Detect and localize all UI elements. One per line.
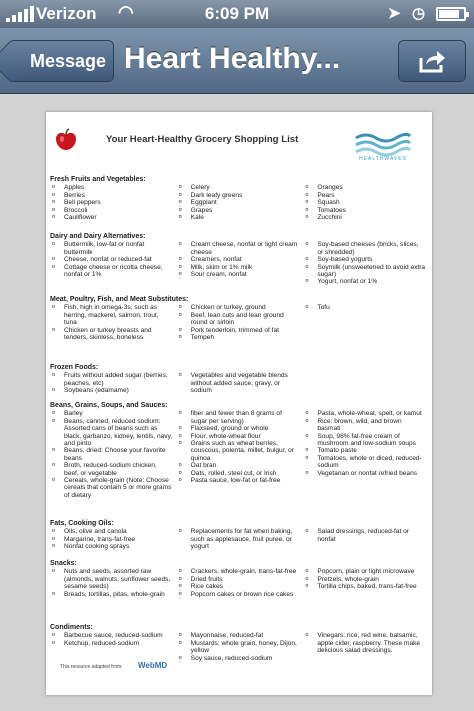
- list-item: o Pears: [303, 192, 426, 199]
- list-item: o Milk, skim or 1% milk: [177, 264, 300, 271]
- list-item: o Flour, whole-wheat flour: [177, 433, 300, 440]
- list-item: o Vegetables and vegetable blends without added sauce, gravy, or sodium: [177, 372, 300, 394]
- list-item: o Cream cheese, nonfat or light cream cheese: [177, 241, 300, 256]
- list-item: o Kale: [177, 214, 300, 221]
- alarm-clock-icon: ◷: [412, 5, 426, 22]
- list-item: o Tortilla chips, baked, trans-fat-free: [303, 583, 426, 590]
- grocery-section: [50, 560, 430, 598]
- location-arrow-icon: ➤: [388, 5, 401, 22]
- list-item: o Nonfat cooking sprays: [50, 543, 173, 550]
- list-item: o Flaxseed, ground or whole: [177, 425, 300, 432]
- status-time: 6:09 PM: [204, 4, 270, 23]
- list-item: o Soup, 98% fat-free cream of mushroom and low-sodium soups: [303, 433, 426, 448]
- list-item: o Dried fruits: [177, 576, 300, 583]
- list-item: o fiber and fewer than 8 grams of sugar per serving): [177, 410, 300, 425]
- list-item: o Cheese, nonfat or reduced-fat: [50, 256, 173, 263]
- list-item: o Berries: [50, 192, 173, 199]
- list-item: o Nuts and seeds, assorted raw (almonds, walnuts, sunflower seeds, sesame seeds): [50, 568, 173, 590]
- list-item: o Popcorn cakes or brown rice cakes: [177, 591, 300, 598]
- list-item: o Pretzels, whole-grain: [303, 576, 426, 583]
- back-button-label: Message: [29, 50, 107, 71]
- list-item: o Fruits without added sugar (berries, peaches, etc): [50, 372, 173, 387]
- grocery-section: [50, 176, 430, 221]
- list-item: o Vegetarian or nonfat refried beans: [303, 470, 426, 477]
- list-item: o Bell peppers: [50, 199, 173, 206]
- wifi-icon: ◠: [118, 2, 134, 22]
- grocery-section: [50, 520, 430, 551]
- list-item: o Tofu: [303, 304, 426, 311]
- section-heading: Dairy and Dairy Alternatives:: [50, 233, 146, 240]
- list-item: o Chicken or turkey breasts and tenders, skinless, boneless: [50, 327, 173, 342]
- webmd-logo: WebMD: [138, 661, 168, 670]
- list-item: o Eggplant: [177, 199, 300, 206]
- footnote: This resource adapted from:: [60, 664, 123, 670]
- list-item: o Chicken or turkey, ground: [177, 304, 300, 311]
- heart-apple-icon: [54, 128, 78, 152]
- list-item: o Salad dressings, reduced-fat or nonfat: [303, 528, 426, 543]
- list-item: o Rice cakes: [177, 583, 300, 590]
- list-item: o Tomatoes, whole or diced, reduced-sodium: [303, 455, 426, 470]
- list-item: o Apples: [50, 184, 173, 191]
- carrier-name: Verizon: [36, 4, 97, 23]
- list-item: o Tomato paste: [303, 447, 426, 454]
- section-heading: Beans, Grains, Soups, and Sauces:: [50, 402, 168, 409]
- grocery-section: [50, 402, 430, 499]
- list-item: o Cauliflower: [50, 214, 173, 221]
- list-item: o Squash: [303, 199, 426, 206]
- list-item: o Grains such as wheat berries, couscous, polenta, millet, bulgur, or quinoa: [177, 440, 300, 462]
- section-heading: Fresh Fruits and Vegetables:: [50, 176, 146, 183]
- grocery-section: [50, 296, 430, 341]
- list-item: o Barbecue sauce, reduced-sodium: [50, 632, 173, 639]
- list-item: o Soybeans (edamame): [50, 387, 173, 394]
- list-item: o Barley: [50, 410, 173, 417]
- list-item: o Zucchini: [303, 214, 426, 221]
- list-item: o Dark leafy greens: [177, 192, 300, 199]
- grocery-section: [50, 233, 430, 286]
- back-message-button[interactable]: [8, 40, 114, 82]
- list-item: o Sour cream, nonfat: [177, 271, 300, 278]
- grocery-section: [50, 364, 430, 395]
- list-item: o Crackers, whole-grain, trans-fat-free: [177, 568, 300, 575]
- list-item: o Oats, rolled, steel cut, or Irish: [177, 470, 300, 477]
- list-item: o Oranges: [303, 184, 426, 191]
- list-item: o Pasta sauce, low-fat or fat-free: [177, 477, 300, 484]
- list-item: o Rice: brown, wild, and brown basmati: [303, 418, 426, 433]
- list-item: o Mustards: whole grain, honey, Dijon, yellow: [177, 640, 300, 655]
- share-icon: [417, 48, 447, 74]
- list-item: o Popcorn, plain or light microwave: [303, 568, 426, 575]
- page-title: Heart Healthy...: [124, 42, 341, 75]
- list-item: o Yogurt, nonfat or 1%: [303, 278, 426, 285]
- list-item: o Beans, canned, reduced sodium: Assorted cans of beans such as black, garbanzo, kidney, lentils, navy, and pinto: [50, 418, 173, 448]
- list-item: o Beans, dried: Choose your favorite beans: [50, 447, 173, 462]
- list-item: o Soymilk (unsweetened to avoid extra sugar): [303, 264, 426, 279]
- list-item: o Oat bran: [177, 462, 300, 469]
- list-item: o Cereals, whole-grain (Note: Choose cereals that contain 5 or more grams of dietary: [50, 477, 173, 499]
- healthwaves-logo-text: HEALTHWAVES: [359, 156, 407, 162]
- grocery-section: [50, 624, 430, 662]
- section-heading: Fats, Cooking Oils:: [50, 520, 114, 527]
- list-item: o Oils, olive and canola: [50, 528, 173, 535]
- list-item: o Broth, reduced-sodium chicken, beef, or vegetable: [50, 462, 173, 477]
- list-item: o Tomatoes: [303, 207, 426, 214]
- list-item: o Creamers, nonfat: [177, 256, 300, 263]
- document-viewer[interactable]: [0, 94, 474, 711]
- list-item: o Pork tenderloin, trimmed of fat: [177, 327, 300, 334]
- list-item: o Grapes: [177, 207, 300, 214]
- section-heading: Condiments:: [50, 624, 93, 631]
- list-item: o Vinegars: rice, red wine, balsamic, apple cider, raspberry. These make delicious salad dressings.: [303, 632, 426, 654]
- list-item: o Cottage cheese or ricotta cheese, nonfat or 1%: [50, 264, 173, 279]
- section-heading: Snacks:: [50, 560, 77, 567]
- list-item: o Mayonnaise, reduced-fat: [177, 632, 300, 639]
- navigation-bar: [0, 28, 474, 94]
- section-heading: Frozen Foods:: [50, 364, 99, 371]
- list-item: o Tempeh: [177, 334, 300, 341]
- section-heading: Meat, Poultry, Fish, and Meat Substitutes:: [50, 296, 189, 303]
- list-item: o Ketchup, reduced-sodium: [50, 640, 173, 647]
- list-item: o Soy-based cheeses (bricks, slices, or shredded): [303, 241, 426, 256]
- list-item: o Beef, lean cuts and lean ground round or sirloin: [177, 312, 300, 327]
- list-item: o Celery: [177, 184, 300, 191]
- document-title: Your Heart-Healthy Grocery Shopping List: [106, 134, 299, 145]
- list-item: o Replacements for fat when baking, such as applesauce, fruit puree, or yogurt: [177, 528, 300, 550]
- list-item: o Margarine, trans-fat-free: [50, 536, 173, 543]
- list-item: o Soy sauce, reduced-sodium: [177, 655, 300, 662]
- list-item: o Broccoli: [50, 207, 173, 214]
- document-page: [46, 112, 432, 695]
- list-item: o Breads, tortillas, pitas, whole-grain: [50, 591, 173, 598]
- list-item: o Buttermilk, low-fat or nonfat buttermilk: [50, 241, 173, 256]
- battery-icon: [436, 7, 466, 21]
- list-item: o Pasta, whole-wheat, spelt, or kamut: [303, 410, 426, 417]
- status-bar: [0, 0, 474, 28]
- list-item: o Soy-based yogurts: [303, 256, 426, 263]
- share-button[interactable]: [398, 40, 466, 82]
- list-item: o Fish, high in omega-3s, such as herring, mackerel, salmon, trout, tuna: [50, 304, 173, 326]
